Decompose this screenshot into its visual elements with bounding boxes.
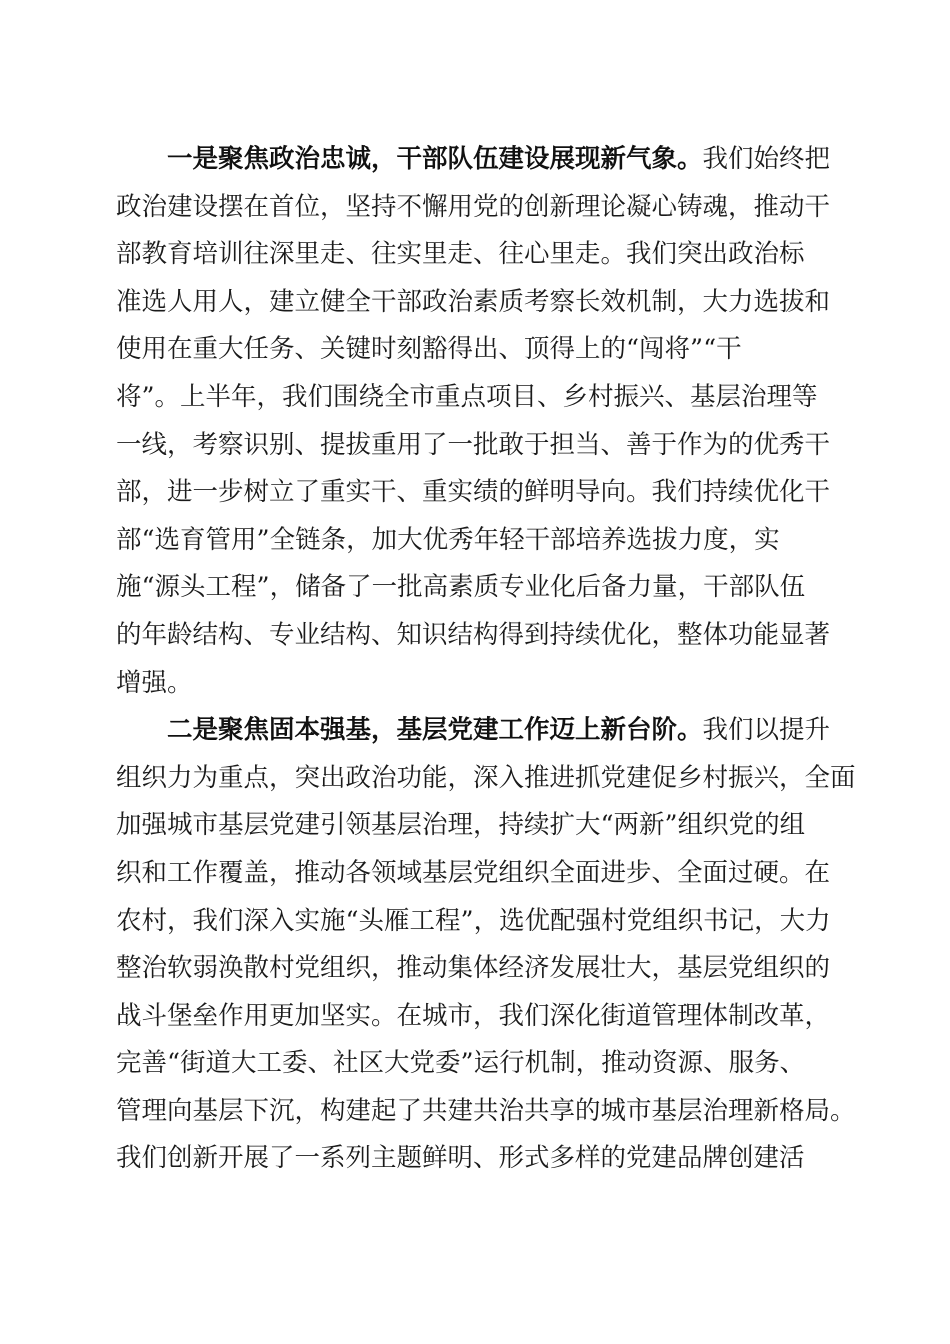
paragraph-2-line-4: 织和工作覆盖，推动各领域基层党组织全面进步、全面过硬。在 — [116, 857, 831, 888]
paragraph-2-line-9: 管理向基层下沉，构建起了共建共治共享的城市基层治理新格局。 — [116, 1095, 856, 1126]
paragraph-2-line-3: 加强城市基层党建引领基层治理，持续扩大“两新”组织党的组 — [116, 810, 806, 841]
paragraph-1-heading: 一是聚焦政治忠诚，干部队伍建设展现新气象。 — [167, 144, 703, 174]
document-body — [116, 136, 856, 1183]
paragraph-2-text: 我们以提升 — [702, 715, 831, 746]
paragraph-1-line-11: 的年龄结构、专业结构、知识结构得到持续优化，整体功能显著 — [116, 619, 831, 650]
paragraph-2-line-6: 整治软弱涣散村党组织，推动集体经济发展壮大，基层党组织的 — [116, 953, 831, 984]
paragraph-2-line-2: 组织力为重点，突出政治功能，深入推进抓党建促乡村振兴，全面 — [116, 762, 856, 793]
paragraph-2-line-7: 战斗堡垒作用更加坚实。在城市，我们深化街道管理体制改革， — [116, 1000, 831, 1031]
paragraph-1-line-2: 政治建设摆在首位，坚持不懈用党的创新理论凝心铸魂，推动干 — [116, 191, 831, 222]
paragraph-1-line-1 — [116, 136, 836, 184]
paragraph-1-line-9: 部“选育管用”全链条，加大优秀年轻干部培养选拔力度，实 — [116, 524, 780, 555]
paragraph-2-heading: 二是聚焦固本强基，基层党建工作迈上新台阶。 — [167, 715, 703, 746]
paragraph-1-line-12: 增强。 — [116, 667, 193, 698]
paragraph-2-line-1 — [116, 707, 836, 755]
paragraph-1-line-6: 将”。上半年，我们围绕全市重点项目、乡村振兴、基层治理等 — [116, 381, 818, 412]
paragraph-1-line-4: 准选人用人，建立健全干部政治素质考察长效机制，大力选拔和 — [116, 286, 831, 317]
paragraph-1-line-7: 一线，考察识别、提拔重用了一批敢于担当、善于作为的优秀干 — [116, 429, 831, 460]
paragraph-2-line-5: 农村，我们深入实施“头雁工程”，选优配强村党组织书记，大力 — [116, 905, 831, 936]
paragraph-1-line-3: 部教育培训往深里走、往实里走、往心里走。我们突出政治标 — [116, 239, 805, 270]
paragraph-2-line-10: 我们创新开展了一系列主题鲜明、形式多样的党建品牌创建活 — [116, 1143, 805, 1174]
paragraph-1-text: 我们始终把 — [702, 144, 831, 174]
paragraph-1-line-5: 使用在重大任务、关键时刻豁得出、顶得上的“闯将”“干 — [116, 334, 742, 365]
paragraph-1-line-8: 部，进一步树立了重实干、重实绩的鲜明导向。我们持续优化干 — [116, 477, 831, 508]
paragraph-2-line-8: 完善“街道大工委、社区大党委”运行机制，推动资源、服务、 — [116, 1048, 806, 1079]
paragraph-1-line-10: 施“源头工程”，储备了一批高素质专业化后备力量，干部队伍 — [116, 572, 806, 603]
